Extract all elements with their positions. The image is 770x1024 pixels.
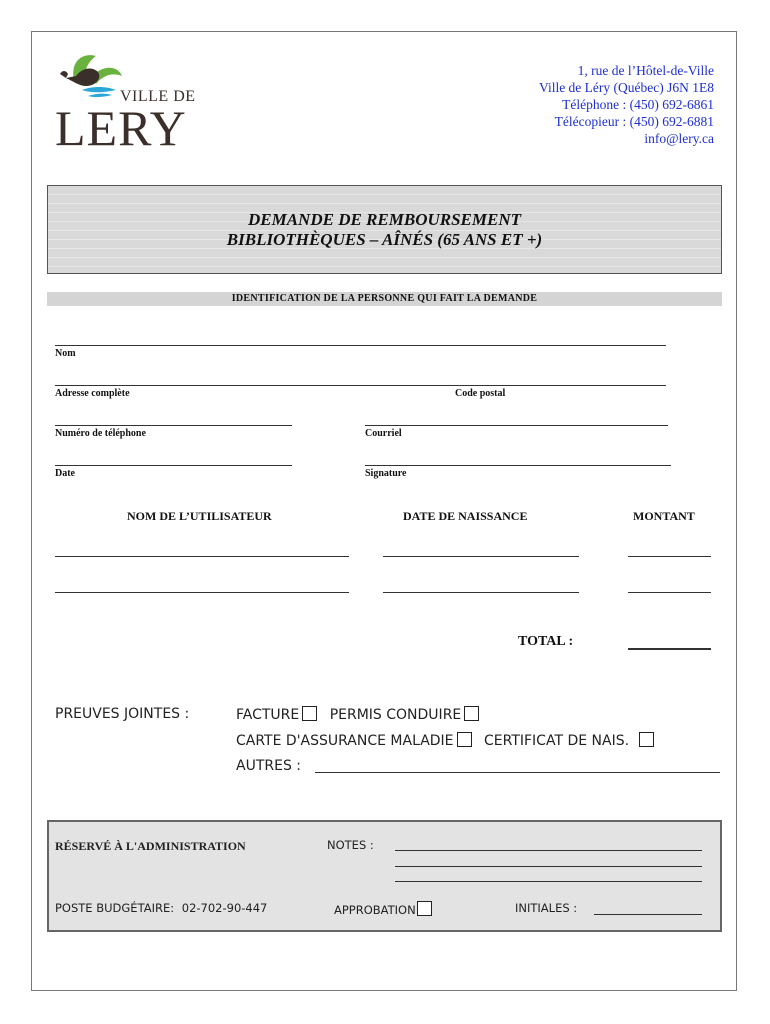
courriel-label: Courriel: [365, 428, 402, 439]
bird-logo-icon: [52, 50, 124, 102]
signature-field[interactable]: [365, 465, 671, 466]
montant-field-1[interactable]: [628, 556, 711, 557]
utilisateur-field-1[interactable]: [55, 556, 349, 557]
address-email: info@lery.ca: [644, 131, 714, 146]
naissance-field-1[interactable]: [383, 556, 579, 557]
telephone-label: Numéro de téléphone: [55, 428, 146, 439]
admin-notes-label: NOTES :: [327, 838, 374, 852]
carte-checkbox[interactable]: [457, 732, 472, 747]
form-title-line1: DEMANDE DE REMBOURSEMENT: [247, 209, 521, 229]
date-label: Date: [55, 468, 75, 479]
admin-initiales-label: INITIALES :: [515, 901, 578, 915]
logo-lery-text: LERY: [55, 100, 187, 156]
admin-notes-line-3[interactable]: [395, 881, 702, 882]
proofs-row-1: [236, 706, 479, 723]
adresse-field[interactable]: [55, 385, 666, 386]
address-block: [539, 62, 714, 147]
adresse-label: Adresse complète: [55, 388, 130, 399]
admin-poste-row: [55, 901, 267, 915]
autres-label: AUTRES :: [236, 758, 302, 774]
admin-approbation-label: APPROBATION: [334, 903, 416, 917]
admin-poste-label: POSTE BUDGÉTAIRE:: [55, 901, 175, 915]
admin-approbation-checkbox[interactable]: [417, 901, 432, 916]
address-street: 1, rue de l’Hôtel-de-Ville: [577, 63, 714, 78]
address-phone: Téléphone : (450) 692-6861: [562, 97, 714, 112]
courriel-field[interactable]: [365, 425, 668, 426]
address-city: Ville de Léry (Québec) J6N 1E8: [539, 80, 714, 95]
certificat-checkbox[interactable]: [639, 732, 654, 747]
facture-checkbox[interactable]: [302, 706, 317, 721]
autres-field[interactable]: [315, 772, 720, 773]
admin-approbation-row: [334, 901, 432, 917]
nom-label: Nom: [55, 348, 76, 359]
signature-label: Signature: [365, 468, 407, 479]
proofs-row-2: [236, 732, 654, 749]
column-header-naissance: DATE DE NAISSANCE: [403, 509, 528, 523]
admin-reserved-label: RÉSERVÉ À L'ADMINISTRATION: [55, 839, 246, 853]
column-header-montant: MONTANT: [633, 509, 695, 523]
admin-notes-line-2[interactable]: [395, 866, 702, 867]
proofs-label: PREUVES JOINTES :: [55, 706, 190, 722]
column-header-utilisateur: NOM DE L’UTILISATEUR: [127, 509, 272, 523]
address-fax: Télécopieur : (450) 692-6881: [554, 114, 714, 129]
admin-notes-line-1[interactable]: [395, 850, 702, 851]
form-title-line2: BIBLIOTHÈQUES – AÎNÉS (65 ANS ET +): [226, 229, 543, 249]
form-title-box: [47, 185, 722, 274]
utilisateur-field-2[interactable]: [55, 592, 349, 593]
permis-label: PERMIS CONDUIRE: [329, 707, 462, 723]
date-field[interactable]: [55, 465, 292, 466]
carte-label: CARTE D'ASSURANCE MALADIE: [236, 733, 454, 749]
logo-ville-text: VILLE DE: [120, 88, 196, 105]
nom-field[interactable]: [55, 345, 666, 346]
telephone-field[interactable]: [55, 425, 292, 426]
admin-initiales-field[interactable]: [594, 914, 702, 915]
naissance-field-2[interactable]: [383, 592, 579, 593]
permis-checkbox[interactable]: [464, 706, 479, 721]
total-field[interactable]: [628, 648, 711, 650]
certificat-label: CERTIFICAT DE NAIS.: [483, 733, 630, 749]
section-header-identification: IDENTIFICATION DE LA PERSONNE QUI FAIT LA DEMANDE: [47, 292, 722, 306]
admin-poste-value: 02-702-90-447: [181, 901, 268, 915]
code-postal-label: Code postal: [455, 388, 506, 399]
montant-field-2[interactable]: [628, 592, 711, 593]
total-label: TOTAL :: [518, 634, 574, 649]
facture-label: FACTURE: [236, 707, 300, 723]
